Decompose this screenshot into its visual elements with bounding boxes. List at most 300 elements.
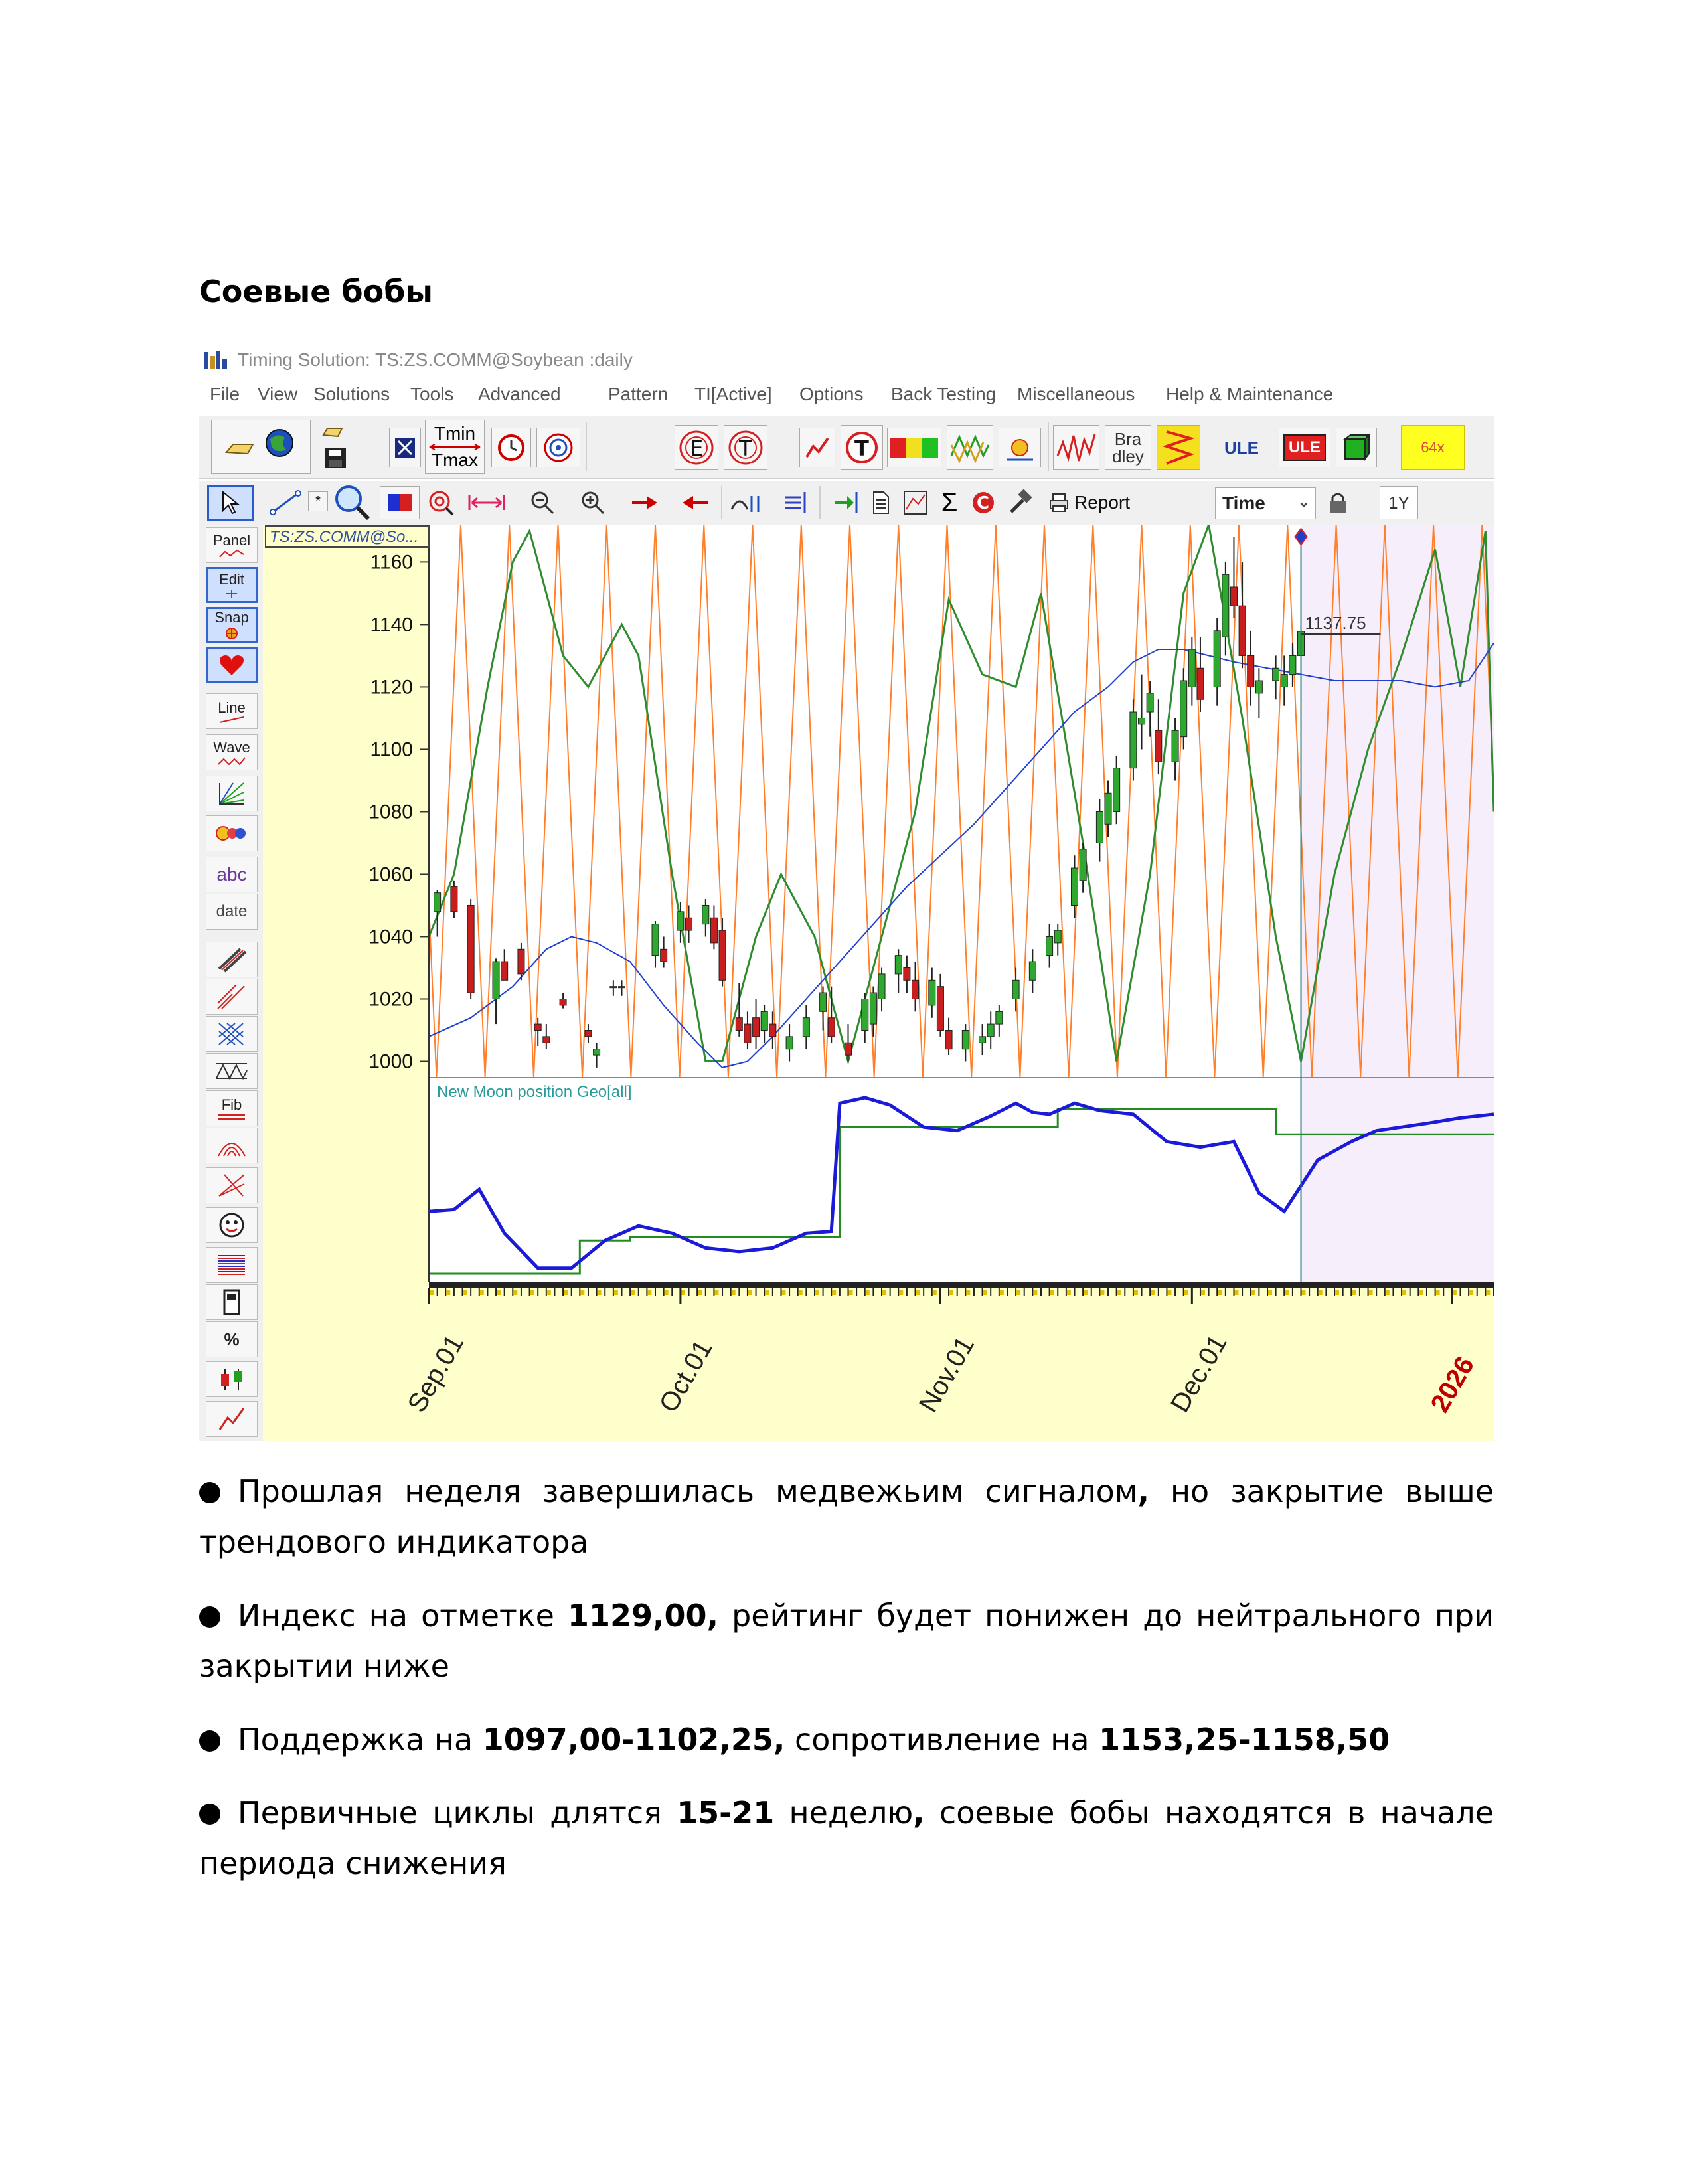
- window-title: Timing Solution: TS:ZS.COMM@Soybean :daily: [238, 349, 633, 370]
- menu-options[interactable]: Options: [799, 384, 864, 404]
- candle-body: [786, 1037, 793, 1049]
- svg-text:T: T: [739, 436, 752, 461]
- grid-lines-button[interactable]: [206, 1016, 258, 1052]
- lower-panel-title: New Moon position Geo[all]: [437, 1083, 632, 1101]
- date-text-button[interactable]: [206, 894, 258, 930]
- y-tick-label: 1000: [368, 1050, 413, 1073]
- hammer-button[interactable]: [1004, 486, 1037, 519]
- candle-body: [937, 987, 943, 1031]
- clock-button[interactable]: [491, 428, 531, 467]
- candle-body: [518, 949, 524, 974]
- document-button[interactable]: [867, 486, 895, 519]
- candle-body: [929, 980, 935, 1005]
- paragraph-text-segment: Индекс на отметке: [238, 1598, 568, 1634]
- x-tick-fill: [949, 1290, 953, 1295]
- pointer-tool-button[interactable]: [207, 485, 254, 521]
- magnifier-icon: [333, 483, 372, 523]
- x-tick-fill: [647, 1290, 651, 1295]
- x-tick-fill: [1000, 1290, 1004, 1295]
- time-select-value: Time: [1222, 493, 1265, 513]
- paragraph-text-segment: ,: [913, 1795, 925, 1831]
- y-tick-label: 1140: [370, 614, 413, 636]
- zoom-out-button[interactable]: [524, 486, 560, 519]
- candle-body: [945, 1030, 952, 1049]
- zigzag-pattern-icon: [215, 1061, 248, 1081]
- x-tick-label: Sep.01: [402, 1329, 470, 1418]
- candle-body: [803, 1018, 809, 1037]
- parallel-lines-button[interactable]: [206, 979, 258, 1015]
- chevron-down-icon: ⌄: [1297, 493, 1310, 510]
- x-tick-fill: [1268, 1290, 1272, 1295]
- x-tick-fill: [933, 1290, 937, 1295]
- channel-tool-button[interactable]: [206, 942, 258, 977]
- wave-tool-button[interactable]: [206, 734, 258, 770]
- x-tick-fill: [430, 1290, 434, 1295]
- x-tick-label: Nov.01: [914, 1331, 981, 1418]
- future-zone-lower: [1301, 1078, 1494, 1282]
- candle-body: [1139, 718, 1145, 724]
- commentary-paragraph: [199, 1590, 1494, 1691]
- svg-text:T: T: [854, 436, 869, 461]
- zigzag-button[interactable]: [1157, 425, 1200, 470]
- face-tool-button[interactable]: [206, 1207, 258, 1243]
- target-zoom-icon: [426, 488, 455, 517]
- app-window: [199, 344, 1494, 1441]
- menu-file[interactable]: File: [210, 384, 240, 404]
- lock-icon: [1327, 489, 1349, 516]
- calculator-icon: [222, 1289, 242, 1315]
- asterisk-button[interactable]: [308, 491, 328, 511]
- parallel-lines-icon: [216, 983, 247, 1010]
- x-tick-label: Oct.01: [653, 1335, 718, 1418]
- t-button[interactable]: [724, 425, 767, 470]
- x-tick-fill: [732, 1290, 736, 1295]
- candle: [1180, 668, 1187, 749]
- line-draw-icon: [269, 489, 302, 516]
- panel-chart-icon: [218, 549, 245, 558]
- align-right-button[interactable]: [778, 486, 813, 519]
- fan-tool-button[interactable]: [206, 776, 258, 811]
- candle-body: [719, 930, 726, 980]
- candle-body: [652, 924, 659, 956]
- candle-body: [560, 999, 566, 1005]
- menu-miscellaneous[interactable]: Miscellaneous: [1017, 384, 1135, 404]
- zigzag-icon: [1163, 429, 1194, 466]
- x-tick-fill: [1151, 1290, 1155, 1295]
- orbit-icon: [1004, 433, 1036, 462]
- printer-icon: [1048, 493, 1070, 513]
- heart-tool-button[interactable]: [206, 647, 258, 683]
- sigma-icon: Σ: [941, 487, 958, 517]
- planets-icon: [215, 823, 248, 843]
- target-zoom-button[interactable]: [422, 486, 459, 519]
- planets-tool-button[interactable]: [206, 815, 258, 851]
- candle-body: [1197, 668, 1204, 699]
- horizontal-stretch-icon: [467, 493, 507, 513]
- candle-body: [1054, 930, 1061, 943]
- paragraph-text-segment: Первичные циклы длятся: [238, 1795, 677, 1831]
- y-tick-label: 1120: [370, 676, 413, 699]
- x-tick-fill: [631, 1290, 635, 1295]
- open-save-button[interactable]: [315, 418, 357, 475]
- channel-icon: [216, 946, 247, 973]
- x-tick-fill: [1251, 1290, 1255, 1295]
- y-tick-label: 1100: [370, 738, 413, 761]
- time-select[interactable]: [1215, 487, 1316, 519]
- x-tick-fill: [848, 1290, 852, 1295]
- x-tick-fill: [513, 1290, 517, 1295]
- color-fill-icon: [386, 493, 413, 513]
- candle-body: [1289, 655, 1296, 674]
- trend-line-icon: [804, 434, 831, 461]
- green-cube-icon: [1341, 432, 1372, 463]
- price-line-button[interactable]: [206, 1401, 258, 1437]
- x-axis-bar: [429, 1282, 1494, 1288]
- edit-tool-button[interactable]: [206, 567, 258, 603]
- candle-body: [828, 1018, 835, 1037]
- x-tick-fill: [681, 1290, 685, 1295]
- x-tick-fill: [899, 1290, 903, 1295]
- zoom-window-button[interactable]: [389, 428, 421, 467]
- pattern-tool-button[interactable]: [206, 1053, 258, 1089]
- line-draw-button[interactable]: [266, 485, 305, 521]
- candle-body: [744, 1024, 751, 1043]
- red-line-icon: [218, 716, 245, 723]
- y-tick-label: 1020: [368, 988, 413, 1011]
- calculator-button[interactable]: [206, 1284, 258, 1320]
- menu-bar: [199, 378, 1494, 408]
- goto-end-button[interactable]: [829, 486, 863, 519]
- x-tick-fill: [1050, 1290, 1054, 1295]
- x-tick-fill: [530, 1290, 534, 1295]
- arrow-left-icon: [681, 495, 710, 511]
- candle-body: [769, 1024, 776, 1037]
- x-tick-fill: [665, 1290, 669, 1295]
- candle-body: [1155, 730, 1162, 762]
- arc-tool-button[interactable]: [206, 1128, 258, 1163]
- magnifier-button[interactable]: [329, 482, 376, 523]
- x-tick-fill: [1469, 1290, 1473, 1295]
- paragraph-text-segment: сопротивление на: [785, 1722, 1099, 1758]
- menu-view[interactable]: View: [258, 384, 298, 404]
- paragraph-text-segment: но закрытие выше трендового индикатора: [199, 1473, 1494, 1560]
- svg-text:C: C: [977, 493, 990, 513]
- candle-body: [451, 886, 457, 912]
- x-tick-fill: [698, 1290, 702, 1295]
- zoom-in-button[interactable]: [575, 486, 611, 519]
- snap-tool-button[interactable]: [206, 607, 258, 643]
- candle-body: [1172, 730, 1178, 762]
- ule-button[interactable]: [1210, 425, 1273, 470]
- candle-body: [610, 987, 617, 988]
- x-tick-fill: [463, 1290, 467, 1295]
- period-1y-label: 1Y: [1388, 492, 1410, 513]
- scroll-left-button[interactable]: [677, 486, 714, 519]
- red-scribble-icon: [1056, 429, 1096, 466]
- candle-body: [987, 1024, 994, 1037]
- price-chart[interactable]: [263, 525, 1494, 1441]
- candle-body: [1029, 962, 1036, 980]
- x-tick-fill: [497, 1290, 501, 1295]
- stretch-button[interactable]: [463, 486, 510, 519]
- tmin-tmax-button[interactable]: [425, 420, 485, 474]
- document-icon: [872, 491, 890, 515]
- x-tick-fill: [882, 1290, 886, 1295]
- horizontal-lines-button[interactable]: [206, 1247, 258, 1283]
- x-tick-fill: [1285, 1290, 1289, 1295]
- fib-label: Fib: [221, 1096, 242, 1113]
- candle-body: [736, 1018, 742, 1031]
- paragraph-text-segment: 15-21: [677, 1795, 775, 1831]
- edit-label: Edit: [219, 571, 244, 588]
- horizontal-lines-icon: [217, 1253, 246, 1277]
- wave-label: Wave: [213, 739, 250, 756]
- candle-body: [1248, 655, 1254, 687]
- red-zigzag-up-icon: [217, 1406, 246, 1432]
- candle-body: [820, 993, 827, 1011]
- y-tick-label: 1040: [368, 926, 413, 948]
- candle-body: [1230, 587, 1237, 606]
- x-tick-fill: [832, 1290, 836, 1295]
- open-world-button[interactable]: [211, 420, 311, 474]
- candle-body: [618, 987, 625, 988]
- heart-icon: [218, 653, 245, 677]
- abc-text-button[interactable]: [206, 857, 258, 892]
- panel-tool-button[interactable]: [206, 527, 258, 563]
- candle-body: [543, 1037, 550, 1043]
- clock-icon: [497, 433, 526, 462]
- commentary-paragraph: [199, 1466, 1494, 1567]
- x-tick-fill: [547, 1290, 551, 1295]
- ule-label: ULE: [1224, 437, 1259, 458]
- sum-button[interactable]: [935, 485, 964, 521]
- candle-body: [904, 967, 910, 980]
- fib-lines-icon: [217, 1114, 246, 1120]
- x-tick-fill: [598, 1290, 602, 1295]
- waves-button[interactable]: [947, 425, 993, 470]
- paragraph-text-segment: соевые бобы находятся в начале периода снижения: [199, 1795, 1494, 1881]
- 64x-button[interactable]: [1401, 425, 1465, 470]
- x-tick-fill: [1117, 1290, 1121, 1295]
- menu-pattern[interactable]: Pattern: [608, 384, 669, 404]
- x-tick-fill: [916, 1290, 920, 1295]
- x-tick-fill: [1167, 1290, 1171, 1295]
- menu-tools[interactable]: Tools: [410, 384, 454, 404]
- 64x-label: 64x: [1421, 439, 1445, 456]
- candle-body: [1072, 868, 1078, 905]
- report-button[interactable]: [1042, 486, 1135, 519]
- candle-body: [702, 905, 709, 924]
- x-tick-fill: [781, 1290, 785, 1295]
- x-axis-ruler: [402, 1282, 1494, 1418]
- x-tick-fill: [815, 1290, 819, 1295]
- red-fan-icon: [216, 1172, 247, 1199]
- candle-body: [594, 1049, 600, 1055]
- candle: [1130, 699, 1137, 780]
- period-1y-button[interactable]: [1380, 486, 1418, 519]
- abc-label: abc: [216, 864, 247, 884]
- x-tick-fill: [580, 1290, 584, 1295]
- paragraph-text-segment: 1129,00,: [568, 1598, 719, 1634]
- candle-body: [870, 993, 876, 1024]
- page-heading: Соевые бобы: [199, 274, 433, 309]
- candle-body: [1255, 681, 1262, 693]
- date-label: date: [216, 902, 248, 920]
- candle-body: [1214, 631, 1220, 687]
- candle-body: [1080, 849, 1086, 881]
- zoom-in-icon: [580, 489, 606, 516]
- candles-button[interactable]: [206, 1361, 258, 1397]
- color-fill-button[interactable]: [380, 486, 420, 519]
- y-tick-label: 1080: [368, 801, 413, 823]
- zodiac-wheel-icon: [542, 432, 574, 463]
- candle-body: [1130, 712, 1137, 768]
- tmax-label: Tmax: [432, 450, 478, 470]
- menu-help-maintenance[interactable]: Help & Maintenance: [1166, 384, 1334, 404]
- x-tick-fill: [866, 1290, 870, 1295]
- candle-body: [1222, 574, 1229, 637]
- align-right-icon: [782, 489, 809, 516]
- line-label: Line: [218, 699, 246, 716]
- ule-red-button[interactable]: [1279, 428, 1330, 467]
- x-tick-fill: [1302, 1290, 1306, 1295]
- bradley-label: Bradley: [1112, 429, 1144, 466]
- paragraph-text-segment: рейтинг будет понижен до нейтрального при закрытии ниже: [199, 1598, 1494, 1684]
- tmin-label: Tmin: [434, 423, 476, 444]
- bullet-icon: [199, 1606, 220, 1628]
- chart-area[interactable]: [263, 525, 1494, 1441]
- x-tick-fill: [1436, 1290, 1440, 1295]
- candle-body: [1281, 675, 1287, 687]
- candle-body: [878, 974, 885, 999]
- line-tool-button[interactable]: [206, 693, 258, 729]
- y-axis-ticks: [368, 525, 429, 1282]
- x-tick-fill: [799, 1290, 803, 1295]
- x-tick-label: Dec.01: [1165, 1329, 1233, 1418]
- t-scribble-icon: [727, 429, 764, 466]
- cycle-c-icon: [970, 489, 997, 516]
- candle-body: [1046, 936, 1053, 955]
- title-bar: [199, 344, 1494, 377]
- candle-body: [1273, 668, 1279, 681]
- chart-grid-button[interactable]: [899, 486, 932, 519]
- paragraph-text-segment: Прошлая неделя завершилась медвежьим сигналом: [238, 1473, 1138, 1509]
- candle-body: [962, 1030, 969, 1049]
- candle-body: [661, 949, 667, 962]
- candle-body: [761, 1011, 767, 1030]
- open-globe-icon: [221, 427, 301, 467]
- report-label: Report: [1074, 492, 1131, 513]
- trend-button[interactable]: [799, 428, 835, 467]
- symbol-tag: [266, 526, 429, 547]
- x-tick-fill: [446, 1290, 450, 1295]
- ule-red-label: ULE: [1283, 434, 1326, 461]
- ellipse-tool-button[interactable]: [726, 486, 769, 519]
- cycle-button[interactable]: [967, 486, 1000, 519]
- candle-body: [895, 956, 902, 974]
- color-bars-button[interactable]: [887, 428, 941, 467]
- scribble-chart-button[interactable]: [1053, 425, 1099, 470]
- face-icon: [218, 1212, 245, 1238]
- candle-body: [845, 1043, 851, 1055]
- candle-body: [912, 980, 919, 999]
- menu-solutions[interactable]: Solutions: [313, 384, 390, 404]
- drawing-tools-sidebar: [199, 525, 264, 1441]
- orbit-button[interactable]: [999, 428, 1041, 467]
- candle-body: [585, 1030, 592, 1036]
- x-tick-fill: [1218, 1290, 1222, 1295]
- bradley-button[interactable]: [1105, 425, 1151, 470]
- x-tick-fill: [480, 1290, 484, 1295]
- scroll-right-button[interactable]: [625, 486, 663, 519]
- x-tick-fill: [1084, 1290, 1088, 1295]
- x-tick-fill: [1201, 1290, 1205, 1295]
- arrow-right-icon: [629, 495, 659, 511]
- menu-advanced[interactable]: Advanced: [478, 384, 561, 404]
- wave-line-icon: [217, 756, 246, 766]
- x-tick-fill: [1234, 1290, 1238, 1295]
- x-tick-fill: [1453, 1290, 1457, 1295]
- fib-tool-button[interactable]: [206, 1090, 258, 1126]
- chart-grid-icon: [902, 489, 929, 516]
- x-tick-fill: [1486, 1290, 1490, 1295]
- lock-button[interactable]: [1323, 486, 1353, 519]
- zodiac-wheel-button[interactable]: [536, 428, 580, 467]
- last-price-label: 1137.75: [1305, 612, 1366, 633]
- x-tick-fill: [1369, 1290, 1373, 1295]
- cube-button[interactable]: [1336, 428, 1377, 467]
- cross-grid-icon: [216, 1021, 247, 1047]
- x-tick-fill: [765, 1290, 769, 1295]
- candle-body: [1096, 811, 1103, 843]
- e-scribble-icon: [678, 429, 715, 466]
- menu-ti-active[interactable]: TI[Active]: [694, 384, 772, 404]
- percent-button[interactable]: [206, 1321, 258, 1357]
- zoom-out-icon: [529, 489, 556, 516]
- panel-label: Panel: [212, 532, 251, 548]
- candle-body: [996, 1011, 1003, 1024]
- svg-text:E: E: [690, 436, 704, 461]
- x-tick-fill: [1134, 1290, 1138, 1295]
- paragraph-text-segment: 1097,00-1102,25,: [482, 1722, 785, 1758]
- snap-target-icon: [224, 626, 239, 641]
- folder-disk-icon: [319, 420, 353, 473]
- candlestick-icon: [217, 1366, 246, 1392]
- x-tick-fill: [966, 1290, 970, 1295]
- chart-toolbar: [199, 481, 1494, 526]
- symbol-tag-text: TS:ZS.COMM@So...: [270, 528, 419, 546]
- waves-icon: [950, 429, 990, 466]
- candle-body: [467, 905, 474, 993]
- gann-fan-button[interactable]: [206, 1167, 258, 1203]
- x-tick-fill: [1419, 1290, 1423, 1295]
- ellipse-tool-icon: [729, 491, 766, 515]
- candle-body: [1113, 768, 1120, 812]
- menu-back-testing[interactable]: Back Testing: [891, 384, 997, 404]
- x-tick-fill: [1335, 1290, 1339, 1295]
- move-cross-icon: [224, 588, 240, 599]
- e-button[interactable]: [675, 425, 718, 470]
- main-toolbar: [199, 416, 1494, 479]
- y-tick-label: 1060: [368, 863, 413, 886]
- x-tick-fill: [748, 1290, 752, 1295]
- candle-body: [534, 1024, 541, 1030]
- candle-body: [493, 962, 499, 999]
- timing-t-button[interactable]: [841, 425, 883, 470]
- bullet-icon: [199, 1804, 220, 1825]
- paragraph-text-segment: неделю: [774, 1795, 914, 1831]
- candle-body: [862, 999, 868, 1030]
